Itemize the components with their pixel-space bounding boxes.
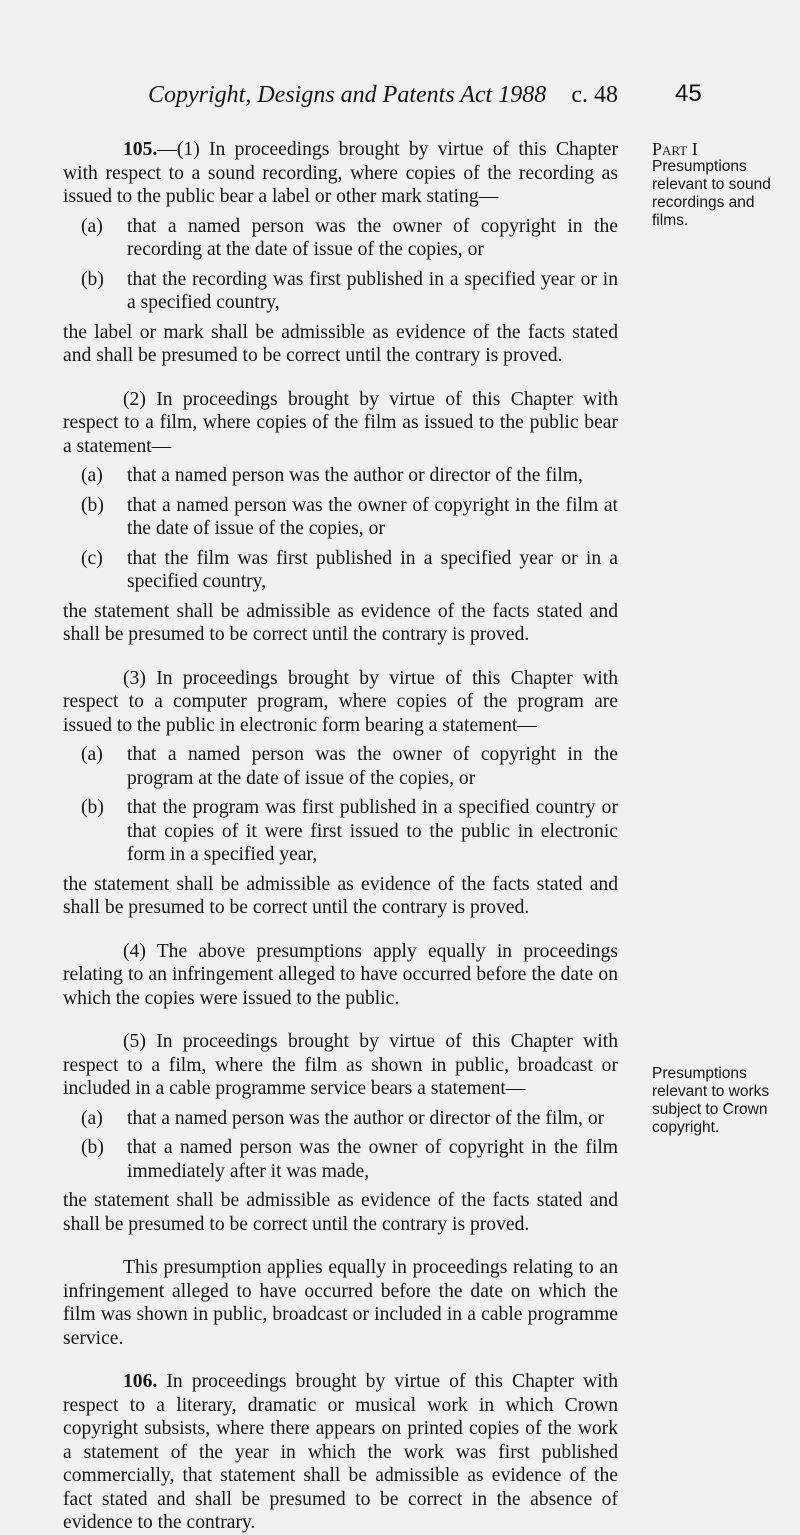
paragraph: (2) In proceedings brought by virtue of this Chapter with respect to a film, where copies of the film as issued to the public bear a statement— — [63, 388, 618, 457]
part-label: Part I — [652, 139, 698, 159]
paragraph: the label or mark shall be admissible as evidence of the facts stated and shall be presumed to be correct until the contrary is proved. — [63, 321, 618, 366]
sub-paragraph: (b) that the program was first published in a specified country or that copies of it were first issued to the public in electronic form in a specified year, — [81, 797, 618, 865]
paragraph: the statement shall be admissible as evidence of the facts stated and shall be presumed to be correct until the contrary is proved. — [63, 1190, 618, 1235]
paragraph: (5) In proceedings brought by virtue of this Chapter with respect to a film, where the film as shown in public, broadcast or included in a cable programme service bears a statement— — [63, 1031, 618, 1099]
sub-paragraph: (a) that a named person was the owner of copyright in the recording at the date of issue of the copies, or — [81, 215, 618, 260]
section-chapter-number: c. 48 — [571, 82, 618, 108]
sidenote-106: Presumptions relevant to works subject to Crown copyright. — [652, 1065, 770, 1136]
document-body — [63, 138, 618, 1535]
sub-paragraph: (a) that a named person was the author or director of the film, — [81, 465, 583, 486]
sub-paragraph: (a) that a named person was the owner of copyright in the program at the date of issue of the copies, or — [81, 744, 618, 789]
sub-paragraph: (a) that a named person was the author or director of the film, or — [81, 1107, 605, 1129]
paragraph: (4) The above presumptions apply equally in proceedings relating to an infringement alleged to have occurred before the date on which the copies were issued to the public. — [63, 940, 618, 1009]
paragraph: the statement shall be admissible as evidence of the facts stated and shall be presumed to be correct until the contrary is proved. — [63, 873, 618, 918]
sidenote-105 — [652, 140, 792, 230]
sidenote-text: Presumptions relevant to sound recordings and films. — [652, 158, 771, 229]
paragraph: 105.—(1) In proceedings brought by virtue of this Chapter with respect to a sound recording, where copies of the recording as issued to the public bear a label or other mark stating— — [63, 139, 618, 207]
section-number: 105. — [123, 139, 158, 160]
paragraph: This presumption applies equally in proceedings relating to an infringement alleged to have occurred before the date on which the film was shown in public, broadcast or included in a cable programme service. — [63, 1257, 618, 1349]
paragraph: (3) In proceedings brought by virtue of this Chapter with respect to a computer program, where copies of the program are issued to the public in electronic form bearing a statement— — [63, 667, 618, 736]
sub-paragraph: (c) that the film was first published in a specified year or in a specified country, — [81, 547, 618, 592]
sub-paragraph: (b) that a named person was the owner of copyright in the film immediately after it was made, — [81, 1137, 618, 1182]
sub-paragraph: (b) that the recording was first published in a specified year or in a specified country, — [81, 268, 618, 313]
page-number: 45 — [675, 80, 702, 107]
sub-paragraph: (b) that a named person was the owner of copyright in the film at the date of issue of the copies, or — [81, 494, 618, 539]
section-number: 106. — [123, 1371, 158, 1392]
paragraph: 106. In proceedings brought by virtue of this Chapter with respect to a literary, dramatic or musical work in which Crown copyright subsists, where there appears on printed copies of the work a statement of the year in which the work was first published commercially, that statement shall be admissible as evidence of the fact stated and shall be presumed to be correct in the absence of evidence to the contrary. — [63, 1371, 618, 1533]
chapter-title: Copyright, Designs and Patents Act 1988 — [148, 82, 547, 108]
paragraph: the statement shall be admissible as evidence of the facts stated and shall be presumed to be correct until the contrary is proved. — [63, 600, 618, 645]
